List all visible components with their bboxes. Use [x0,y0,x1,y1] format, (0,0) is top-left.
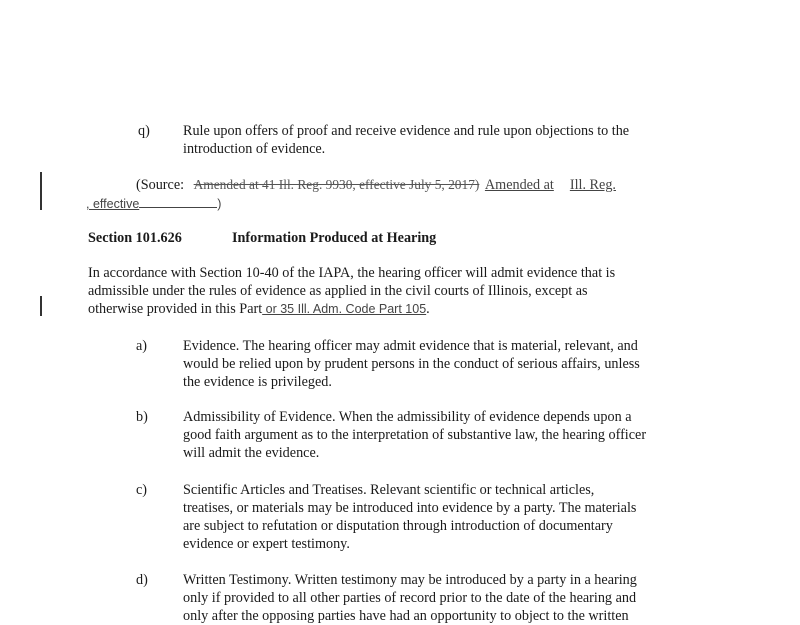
intro-line-2: admissible under the rules of evidence as applied in the civil courts of Illinois, except as [88,283,588,299]
source-note-line-2 [86,193,221,213]
item-d-label: d) [136,572,148,588]
item-c-line-2: treatises, or materials may be introduced into evidence by a party. The materials [183,500,637,516]
item-q-line-1: Rule upon offers of proof and receive evidence and rule upon objections to the [183,123,630,139]
source-inserted-effective: , effective [86,197,140,211]
item-q-line-2: introduction of evidence. [183,141,326,157]
item-c-line-1: Scientific Articles and Treatises. Relevant scientific or technical articles, [183,482,595,498]
item-a-line-1: Evidence. The hearing officer may admit evidence that is material, relevant, and [183,338,638,354]
source-struck-text: Amended at 41 Ill. Reg. 9930, effective July 5, 2017) [193,177,480,192]
source-inserted-reg: Ill. Reg. [569,177,616,193]
intro-line-3-inserted: or 35 Ill. Adm. Code Part 105 [262,302,427,316]
item-b-label: b) [136,409,148,425]
item-b-line-3: will admit the evidence. [183,445,320,461]
item-b-line-1: Admissibility of Evidence. When the admissibility of evidence depends upon a [183,409,632,425]
item-d-line-2: only if provided to all other parties of record prior to the date of the hearing and [183,590,637,606]
change-bar-intro [40,296,42,316]
item-d-line-1: Written Testimony. Written testimony may be introduced by a party in a hearing [183,572,637,588]
intro-line-3-plain: otherwise provided in this Part [88,301,263,317]
source-prefix: (Source: [136,177,185,193]
item-b-line-2: good faith argument as to the interpretation of substantive law, the hearing officer [183,427,647,443]
source-note-line-1 [136,176,616,194]
section-number: Section 101.626 [88,230,182,246]
source-close: ) [217,197,222,211]
intro-line-1: In accordance with Section 10-40 of the IAPA, the hearing officer will admit evidence that is [88,265,616,281]
item-a-line-3: the evidence is privileged. [183,374,332,390]
section-title: Information Produced at Hearing [232,230,437,246]
intro-line-3 [88,300,430,318]
item-a-line-2: would be relied upon by prudent persons in the conduct of serious affairs, unless [183,356,640,372]
item-a-label: a) [136,338,148,354]
item-d-line-3: only after the opposing parties have had an opportunity to object to the written [183,608,629,624]
source-blank-date [139,193,217,208]
change-bar-source [40,172,42,210]
item-c-label: c) [136,482,148,498]
item-c-line-3: are subject to refutation or disputation through introduction of documentary [183,518,613,534]
item-q-label: q) [138,123,150,139]
source-inserted-amended: Amended at [484,177,554,193]
intro-line-3-end: . [426,301,430,317]
item-c-line-4: evidence or expert testimony. [183,536,350,552]
